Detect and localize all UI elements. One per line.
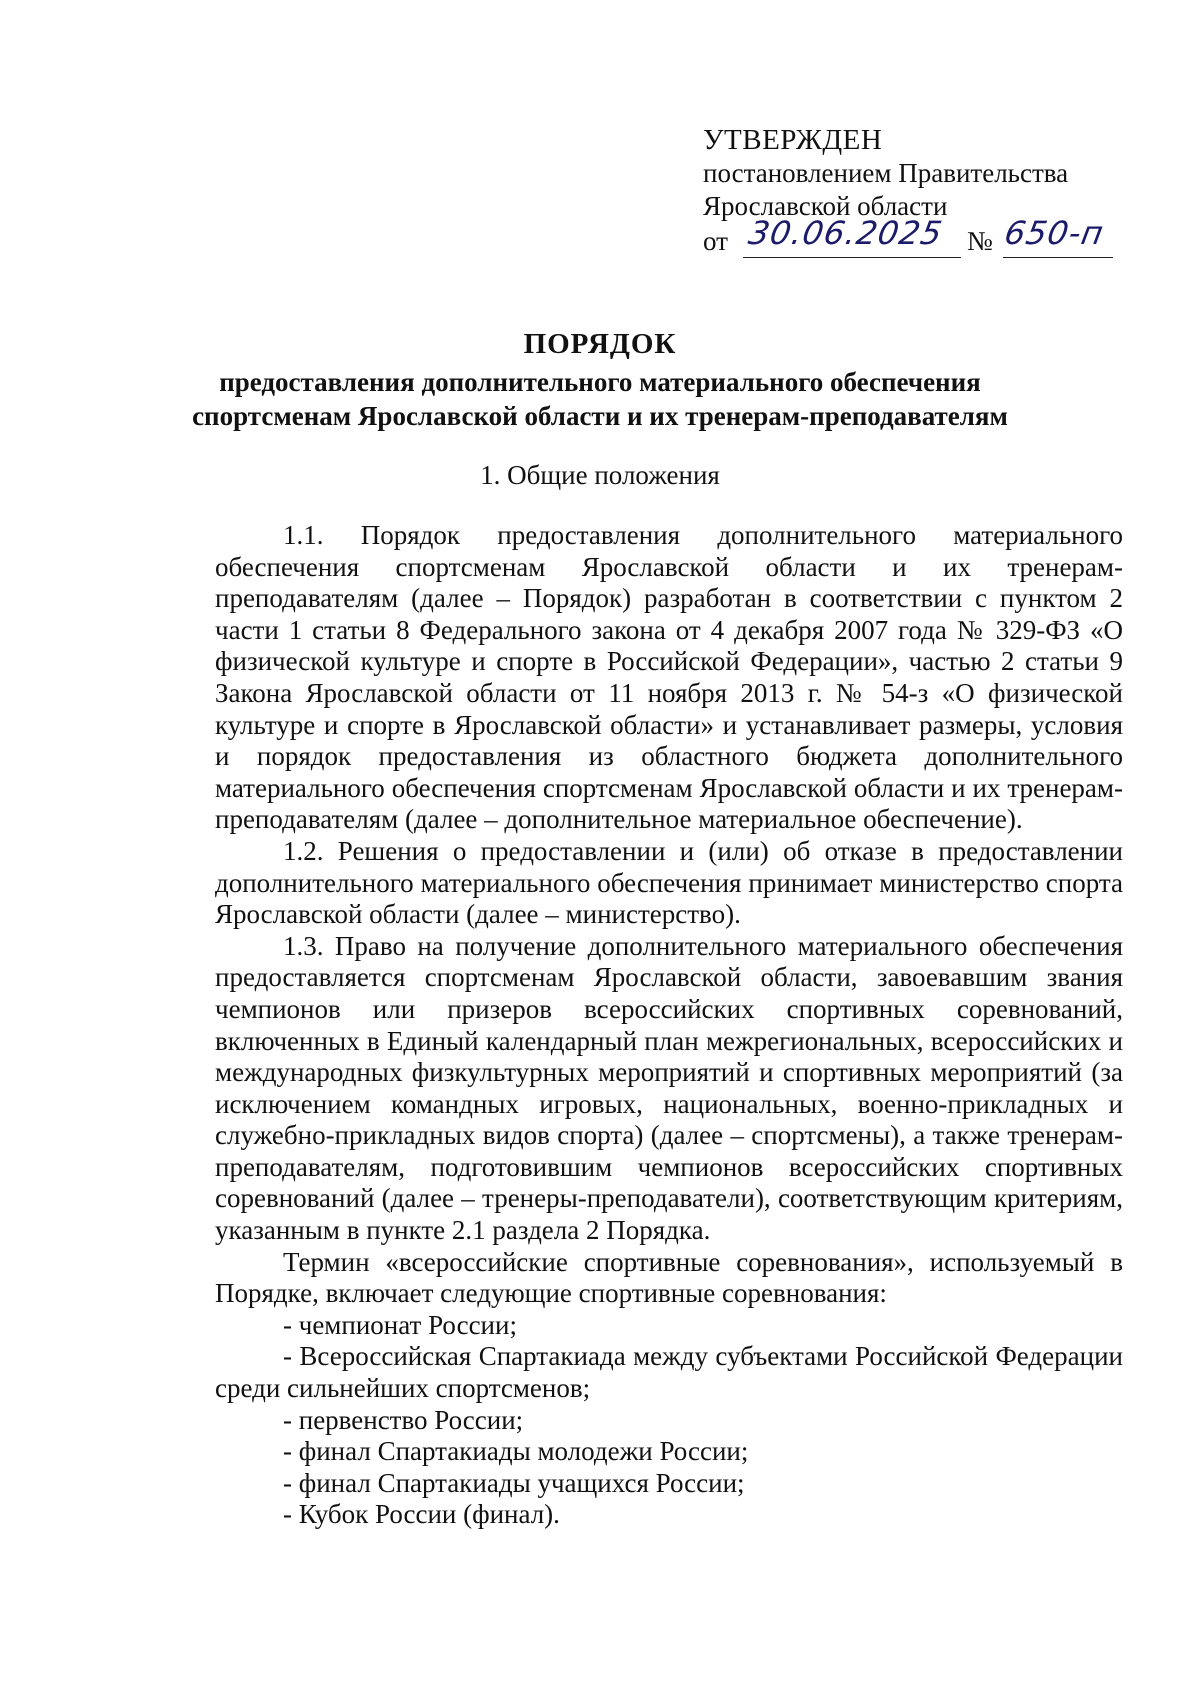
approval-title: УТВЕРЖДЕН: [703, 124, 883, 156]
date-field: [743, 214, 961, 258]
list-item: - чемпионат России;: [283, 1309, 517, 1340]
section-title: 1. Общие положения: [480, 460, 720, 490]
approval-line-1: постановлением Правительства: [703, 158, 1069, 188]
subtitle-line-2: спортсменам Ярославской области и их тренерам-преподавателям: [192, 401, 1008, 431]
list-item: - Всероссийская Спартакиада между субъектами Российской Федерации среди сильнейших спортсменов;: [215, 1341, 1123, 1404]
list-item: - финал Спартакиады учащихся России;: [283, 1467, 745, 1498]
document-body: [215, 520, 1123, 1531]
list-item: - финал Спартакиады молодежи России;: [283, 1436, 749, 1467]
approval-date-number-row: [703, 214, 1163, 263]
paragraph-1-1: 1.1. Порядок предоставления дополнительного материального обеспечения спортсменам Ярославской области и их тренерам-преподавателям (далее – Порядок) разработан в соответствии с пунктом 2 части 1 статьи 8 Федерального закона от 4 декабря 2007 года № 329-ФЗ «О физической культуре и спорте в Российской Федерации», частью 2 статьи 9 Закона Ярославской области от 11 ноября 2013 г. № 54-з «О физической культуре и спорте в Ярославской области» и устанавливает размеры, условия и порядок предоставления из областного бюджета дополнительного материального обеспечения спортсменам Ярославской области и их тренерам-преподавателям (далее – дополнительное материальное обеспечение).: [215, 520, 1123, 835]
list-item: - Кубок России (финал).: [283, 1499, 560, 1530]
number-sign: №: [967, 226, 993, 256]
paragraph-term: Термин «всероссийские спортивные соревнования», используемый в Порядке, включает следующие спортивные соревнования:: [215, 1246, 1123, 1309]
list-item: - первенство России;: [283, 1404, 524, 1435]
approval-line-2: Ярославской области: [703, 191, 948, 221]
date-prefix: от: [703, 226, 728, 256]
handwritten-date: 30.06.2025: [745, 214, 946, 252]
approval-block: [703, 124, 1163, 263]
subtitle-line-1: предоставления дополнительного материального обеспечения: [219, 367, 981, 397]
paragraph-1-3: 1.3. Право на получение дополнительного материального обеспечения предоставляется спортсменам Ярославской области, завоевавшим звания чемпионов или призеров всероссийских спортивных соревнований, включенных в Единый календарный план межрегиональных, всероссийских и международных физкультурных мероприятий и спортивных мероприятий (за исключением командных игровых, национальных, военно-прикладных и служебно-прикладных видов спорта) (далее – спортсмены), а также тренерам-преподавателям, подготовившим чемпионов всероссийских спортивных соревнований (далее – тренеры-преподаватели), соответствующим критериям, указанным в пункте 2.1 раздела 2 Порядка.: [215, 930, 1123, 1246]
document-title: ПОРЯДОК: [523, 328, 677, 360]
handwritten-number: 650-п: [1001, 214, 1107, 252]
document-subtitle: [150, 365, 1050, 433]
number-field: [1001, 214, 1113, 258]
paragraph-1-2: 1.2. Решения о предоставлении и (или) об отказе в предоставлении дополнительного материального обеспечения принимает министерство спорта Ярославской области (далее – министерство).: [215, 835, 1123, 930]
